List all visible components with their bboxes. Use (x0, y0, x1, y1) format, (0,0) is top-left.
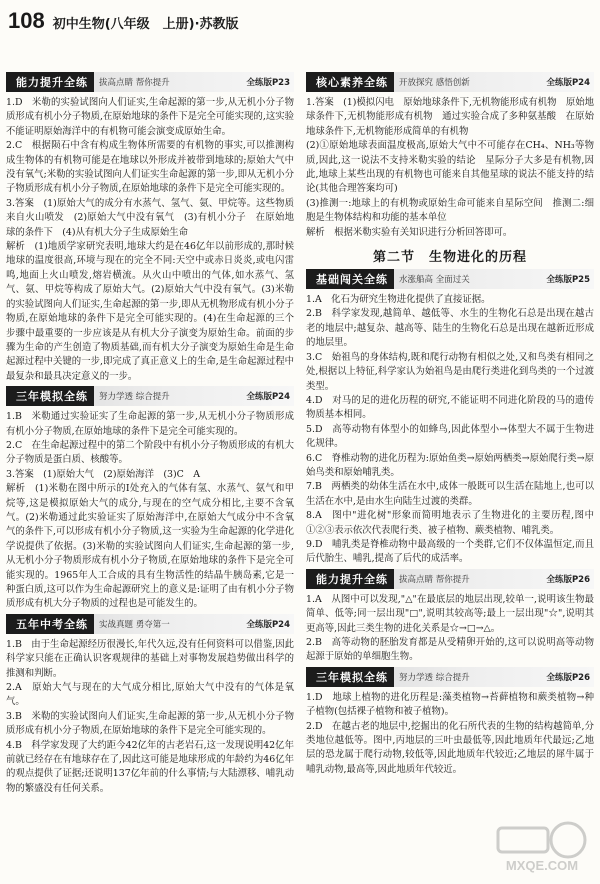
banner-page-ref: 全练版P26 (546, 672, 590, 683)
banner-subtitle: 实战真题 勇夺第一 (99, 619, 170, 630)
answer-paragraph: 1.A 从图中可以发现,"△"在最底层的地层出现,较单一,说明该生物最简单、低等;同一层出现"□",说明其较高等;最上一层出现"☆",说明其更高等,因此三类生物的进化关系是☆→□→△。 (306, 593, 594, 634)
banner-page-ref: 全练版P23 (246, 78, 290, 88)
answer-paragraph: 7.B 两栖类的幼体生活在水中,成体一般既可以生活在陆地上,也可以生活在水中,是由水生向陆生过渡的类群。 (306, 481, 594, 507)
banner-page-ref: 全练版P24 (246, 619, 290, 630)
section-title: 第二节 生物进化的历程 (372, 250, 527, 266)
answer-paragraph: 2.C 在生命起源过程中的第二个阶段中有机小分子物质形成的有机大分子物质是蛋白质、核酸等。 (6, 439, 294, 466)
answer-paragraph: (2)①原始地球表面温度极高,原始大气中不可能存在CH₄、NH₃等物质,因此,这一说法不支持米勒实验的结论 星际分子大多是有机物,因此,地球上某些出现的有机物也可能来自其他星球的说法不能支持的结论(其他合理答案均可) (306, 140, 594, 195)
answer-paragraph: 3.答案 (1)原始大气 (2)原始海洋 (3)C A (6, 468, 200, 480)
section-banner (306, 667, 594, 687)
site-watermark (494, 818, 590, 874)
banner-page-ref: 全练版P25 (546, 275, 590, 286)
banner-page-ref: 全练版P24 (546, 78, 590, 88)
banner-title: 三年模拟全练 (310, 667, 394, 687)
banner-page-ref: 全练版P26 (546, 574, 590, 585)
section-banner (306, 569, 594, 589)
section-banner (6, 386, 294, 406)
banner-subtitle: 开放探究 感悟创新 (399, 78, 470, 88)
answer-paragraph: 1.D 米勒的实验试图向人们证实,生命起源的第一步,从无机小分子物质形成有机小分子物质,在原始地球的条件下是完全可能实现的,这实验不能证明原始海洋中的有机物可能会演变成原始生命。 (6, 97, 294, 137)
banner-title: 能力提升全练 (310, 569, 394, 589)
left-column (6, 70, 294, 878)
book-title: 初中生物(八年级 上册)·苏教版 (52, 17, 239, 32)
banner-subtitle: 水涨船高 全面过关 (399, 275, 470, 286)
right-column (306, 70, 594, 878)
banner-subtitle: 努力学透 综合提升 (399, 672, 470, 683)
banner-title: 三年模拟全练 (10, 386, 94, 406)
section-banner (6, 72, 294, 92)
answer-paragraph: 5.D 高等动物有体型小的如蜂鸟,因此体型小→体型大不属于生物进化规律。 (306, 423, 594, 450)
answer-paragraph: 1.B 米勒通过实验证实了生命起源的第一步,从无机小分子物质形成有机小分子物质,在原始地球的条件下是完全可能实现的。 (6, 411, 294, 437)
answer-paragraph: 2.B 科学家发现,越简单、越低等、水生的生物化石总是出现在越古老的地层中;越复杂、越高等、陆生的生物化石总是出现在越新近形成的地层里。 (306, 308, 594, 349)
banner-subtitle: 拔高点睛 帮你提升 (399, 574, 470, 585)
answer-paragraph: 6.C 脊椎动物的进化历程为:原始鱼类→原始两栖类→原始爬行类→原始鸟类和原始哺乳类。 (306, 452, 594, 478)
page-header (8, 8, 239, 34)
section-banner (306, 269, 594, 289)
answer-paragraph: 3.答案 (1)原始大气的成分有水蒸气、氢气、氨、甲烷等。这些物质来自火山喷发 (2)原始大气中没有氧气 (3)有机小分子 在原始地球的条件下 (4)从有机大分子生成原始生命 (6, 197, 294, 238)
answer-paragraph: 1.A 化石为研究生物进化提供了直接证据。 (306, 294, 491, 306)
answer-paragraph: 9.D 哺乳类是脊椎动物中最高级的一个类群,它们不仅体温恒定,而且后代胎生、哺乳,提高了后代的成活率。 (306, 538, 594, 565)
banner-title: 核心素养全练 (310, 72, 394, 92)
banner-title: 能力提升全练 (10, 72, 94, 92)
page-number: 108 (8, 8, 45, 33)
answer-paragraph: 3.B 米勒的实验试图向人们证实,生命起源的第一步,从无机小分子物质形成有机小分子物质,在原始地球的条件下是完全可能实现的。 (6, 710, 294, 737)
answer-paragraph: 4.D 对马的足的进化历程的研究,不能证明不同进化阶段的马的遗传物质基本相同。 (306, 394, 594, 421)
answer-paragraph: 2.A 原始大气与现在的大气成分相比,原始大气中没有的气体是氧气。 (6, 682, 294, 708)
answer-paragraph: 1.答案 (1)模拟闪电 原始地球条件下,无机物能形成有机物 原始地球条件下,无机物能形成有机物 通过实验合成了多种氨基酸 在原始地球条件下,无机物能形成简单的有机物 (306, 97, 594, 137)
answer-paragraph: 2.C 根据陨石中含有构成生物体所需要的有机物的事实,可以推测构成生物体的有机物可能是在地球以外形成并被带到地球的;原始大气中没有氧气;米勒的实验试图向人们证实生命起源的第一步,即从无机小分子物质形成有机小分子物质,在原始地球的条件下是完全可能实现的。 (6, 140, 294, 195)
banner-title: 基础闯关全练 (310, 269, 394, 289)
section-banner (306, 72, 594, 92)
section-banner (6, 614, 294, 634)
answer-paragraph: 1.B 由于生命起源经历很漫长,年代久远,没有任何资料可以借鉴,因此科学家只能在正确认识客观规律的基础上对事物发展趋势做出科学的推测和判断。 (6, 638, 294, 679)
answer-paragraph: 8.A 图中"进化树"形象而简明地表示了生物进化的主要历程,图中①②③表示依次代表爬行类、被子植物、蕨类植物、哺乳类。 (306, 510, 594, 536)
banner-subtitle: 拔高点睛 帮你提升 (99, 78, 170, 88)
answer-paragraph: 解析 根据米勒实验有关知识进行分析回答即可。 (306, 226, 513, 238)
banner-title: 五年中考全练 (10, 614, 94, 634)
watermark-text: MXQE.COM (505, 858, 579, 873)
answer-paragraph: (3)推测一:地球上的有机物或原始生命可能来自星际空间 推测二:细胞是生物体结构和功能的基本单位 (306, 197, 594, 224)
answer-paragraph: 3.C 始祖鸟的身体结构,既和爬行动物有相似之处,又和鸟类有相同之处,根据以上特征,科学家认为始祖鸟是由爬行类进化到鸟类的一个过渡类型。 (306, 351, 594, 392)
answer-paragraph: 解析 (1)米勒在图中所示的Ⅰ处充入的气体有氢、水蒸气、氨气和甲烷等,这是模拟原始大气的成分,与现在的空气成分相比,主要不含氧气。(2)米勒通过此实验证实了原始海洋中,在原始大气成分中不含氧气的条件下,可以形成有机小分子物质,这一实验为生命起源的化学进化学说提供了依据。(3)米勒的实验试图向人们证实,生命起源的第一步,从无机小分子物质形成有机小分子物质,在原始地球的条件下是完全可能实现的。1965年人工合成的具有生物活性的结晶牛胰岛素,它是一种蛋白质,这可以作为生命起源研究上的意义是:证明了由有机小分子物质形成有机大分子物质的过程也是可能发生的。 (6, 483, 294, 610)
answer-paragraph: 1.D 地球上植物的进化历程是:藻类植物→苔藓植物和蕨类植物→种子植物(包括裸子植物和被子植物)。 (306, 691, 594, 718)
banner-subtitle: 努力学透 综合提升 (99, 392, 170, 403)
answer-paragraph: 4.B 科学家发现了大约距今42亿年的古老岩石,这一发现说明42亿年前就已经存在有地球存在了,因此这可能是地球形成的年龄约为46亿年的观点提供了证据;还说明137亿年前的什么事情;与大陆漂移、哺乳动物的繁盛没有任何关系。 (6, 739, 294, 794)
answer-paragraph: 2.D 在越古老的地层中,挖掘出的化石所代表的生物的结构越简单,分类地位越低等。图中,丙地层的三叶虫最低等,因此地质年代最远;乙地层的恐龙属于爬行动物,较低等,因此地质年代较近;乙地层的犀牛属于哺乳动物,最高等,因此地质年代较近。 (306, 720, 594, 775)
answer-paragraph: 解析 (1)地质学家研究表明,地球大约是在46亿年以前形成的,那时候地球的温度很高,环境与现在的完全不同:天空中或赤日炎炎,或电闪雷鸣,地面上火山喷发,熔岩横流。从火山中喷出的气体,如水蒸气、氢气、氨、甲烷等构成了原始大气。(2)原始大气中没有氧气。(3)米勒的实验试图向人们证实,生命起源的第一步,即从无机物形成有机小分子物质,在原始地球的条件下是完全可能实现的。(4)在生命起源的三个步骤中最重要的一步应该是从有机大分子演变为原始生命。前面的步骤为生命的产生创造了物质基础,而有机大分子演变为原始生命是生命起源过程中关键的一步,即完成了真正意义上的生命,是生命起源过程中最复杂和最具决定意义的一步。 (6, 241, 294, 382)
banner-page-ref: 全练版P24 (246, 392, 290, 403)
answer-paragraph: 2.B 高等动物的胚胎发育都是从受精卵开始的,这可以说明高等动物起源于原始的单细胞生物。 (306, 637, 594, 663)
